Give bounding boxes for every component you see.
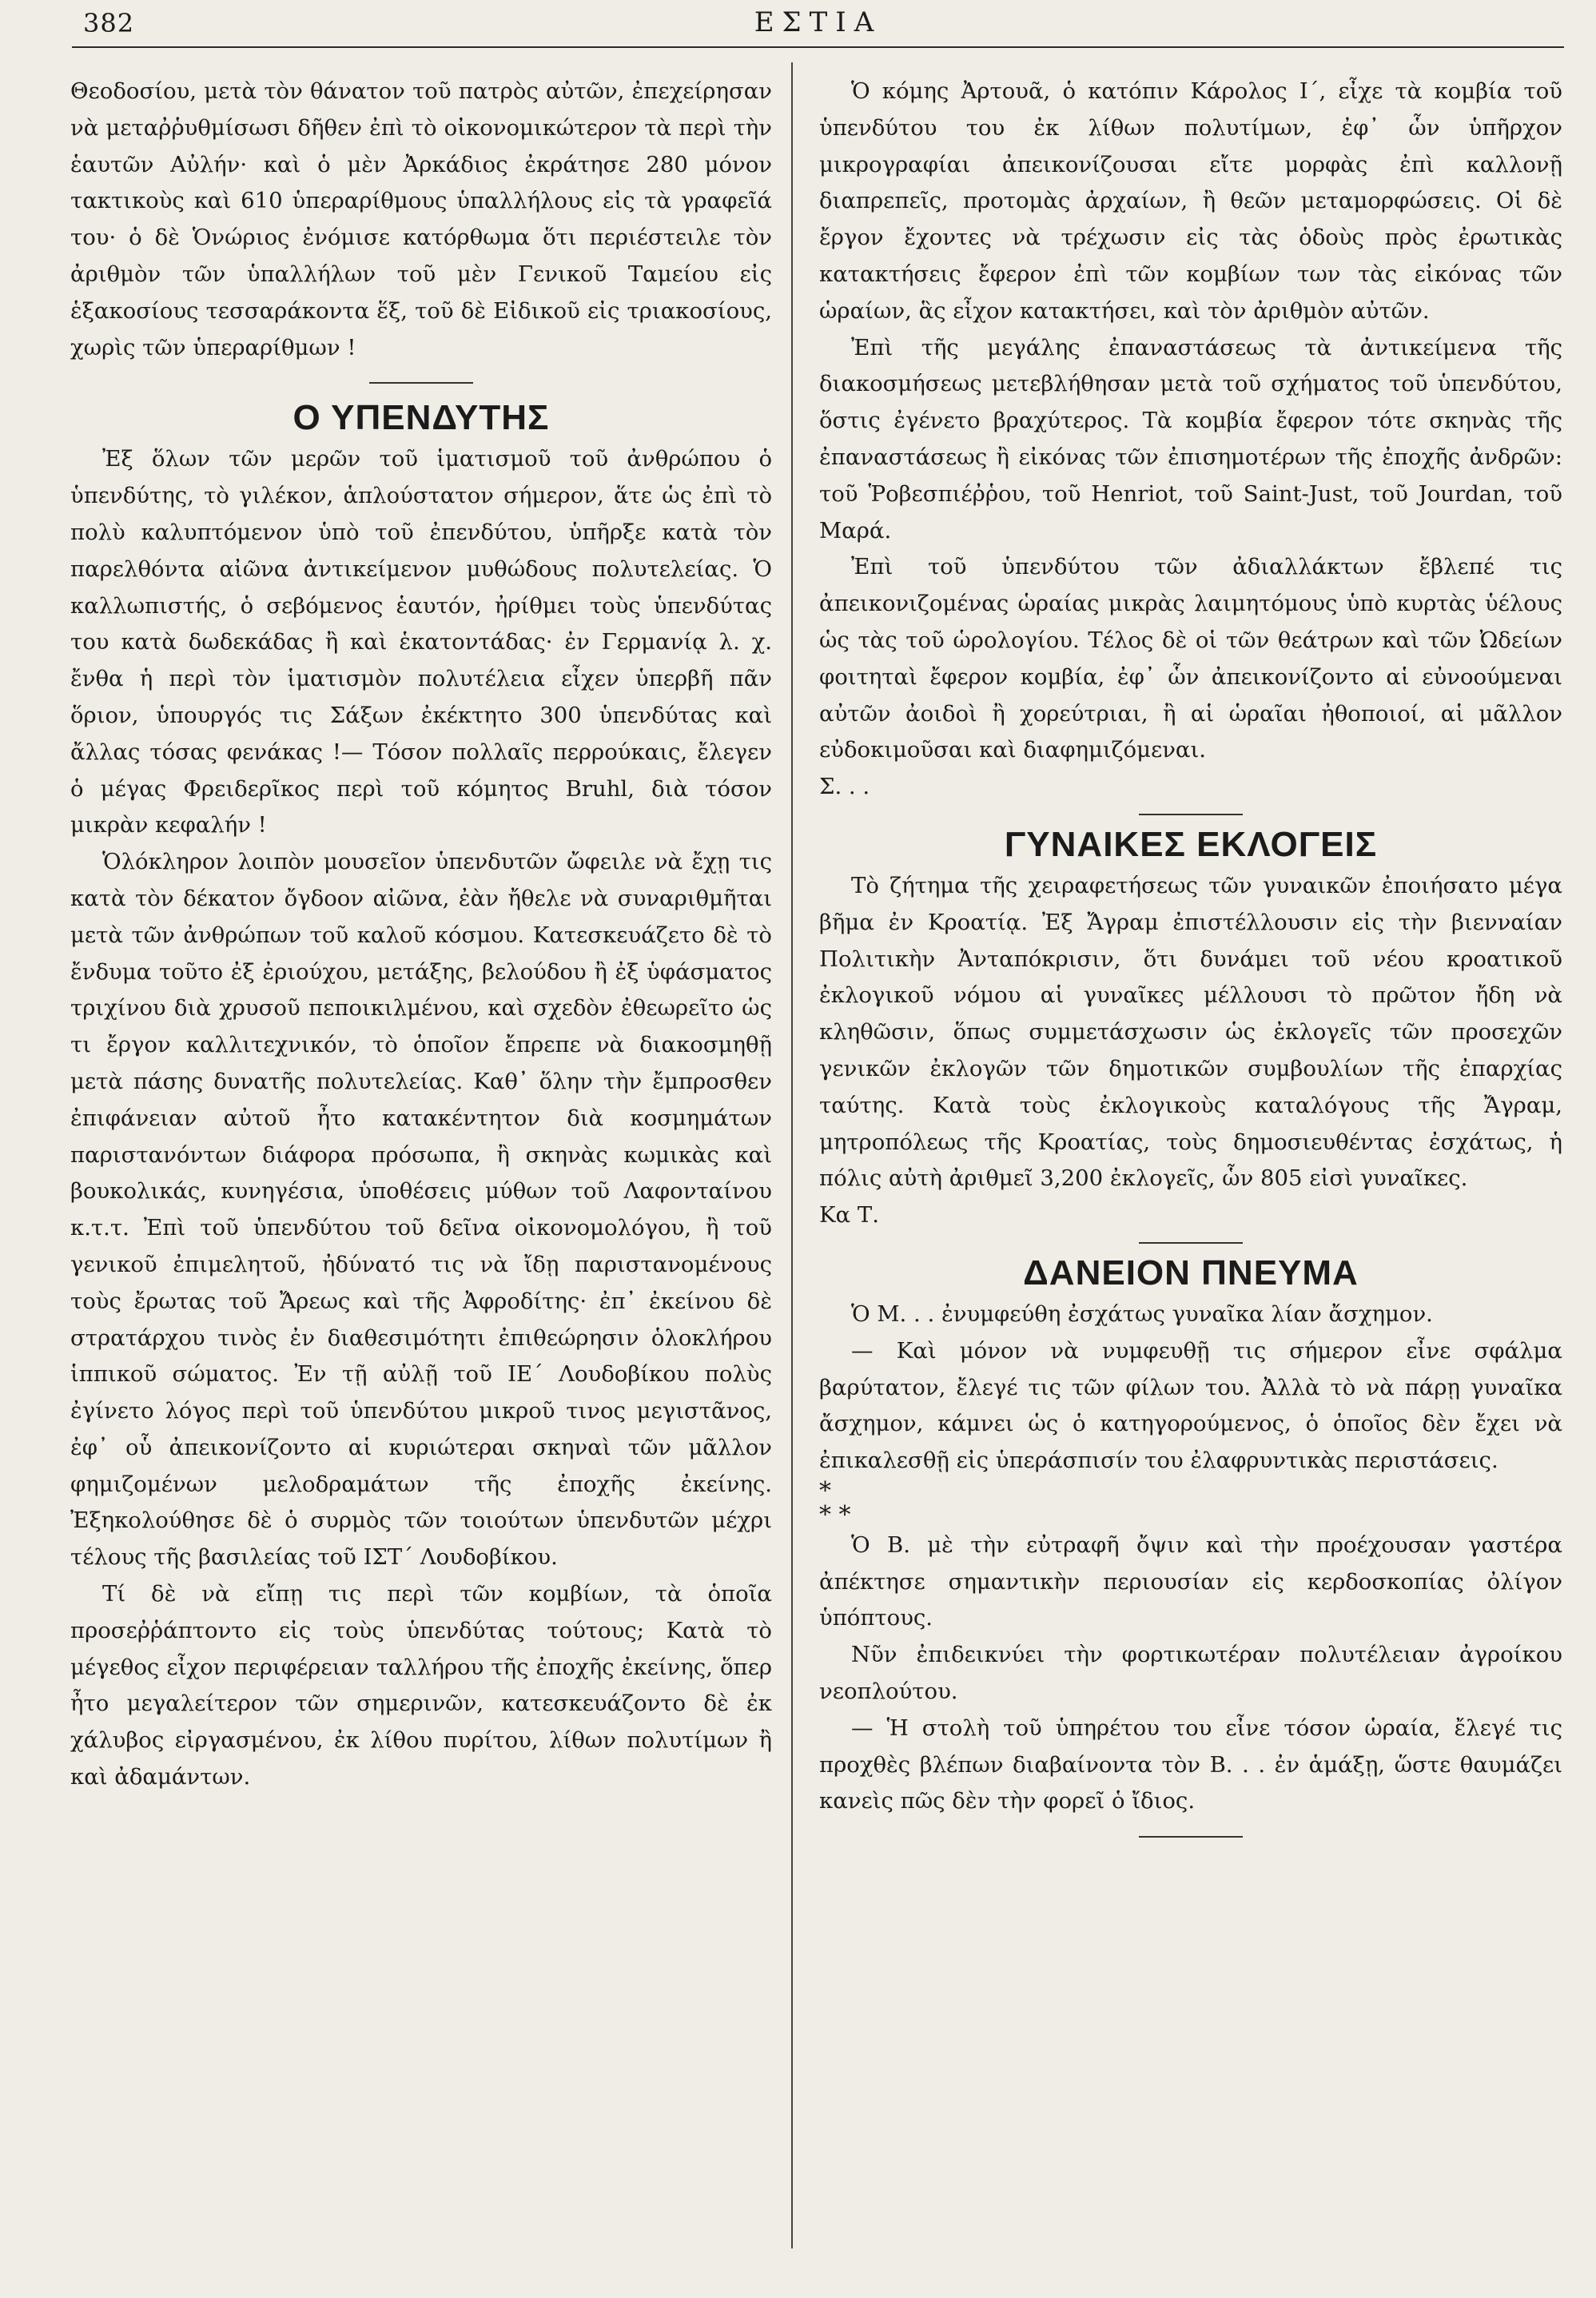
asterism-top: * [819,1476,831,1505]
left-column [70,74,772,1796]
anecdote-paragraph: Ὁ Μ. . . ἐνυμφεύθη ἐσχάτως γυναῖκα λίαν ἄσχημον. [851,1300,1433,1327]
end-rule [1139,1836,1243,1838]
right-column [819,74,1562,1849]
article-paragraph: Τί δὲ νὰ εἴπῃ τις περὶ τῶν κομβίων, τὰ ὁποῖα προσεῤῥάπτοντο εἰς τοὺς ὑπενδύτας τούτους; Κατὰ τὸ μέγεθος εἶχον περιφέρειαν ταλλήρου τῆς ἐποχῆς ἐκείνης, ὅπερ ἦτο μεγαλείτερον τῶν σημερινῶν, κατεσκευάζοντο δὲ ἐκ χάλυβος εἰργασμένου, ἐκ λίθου πυρίτου, λίθων πολυτίμων ἢ καὶ ἀδαμάντων. [70,1581,772,1790]
section-divider [1139,1242,1243,1244]
anecdote-paragraph: Ὁ Β. μὲ τὴν εὐτραφῆ ὄψιν καὶ τὴν προέχουσαν γαστέρα ἀπέκτησε σημαντικὴν περιουσίαν εἰς κερδοσκοπίας ὀλίγον ὑπόπτους. [819,1531,1562,1631]
section-divider [1139,814,1243,815]
author-signature: Σ. . . [819,774,870,800]
anecdote-paragraph: — Ἡ στολὴ τοῦ ὑπηρέτου του εἶνε τόσον ὡραία, ἔλεγέ τις προχθὲς βλέπων διαβαίνοντα τὸν Β. . . ἐν ἁμάξῃ, ὥστε θαυμάζει κανεὶς πῶς δὲν τὴν φορεῖ ὁ ἴδιος. [819,1715,1562,1814]
page-number: 382 [83,8,135,38]
intro-paragraph: Θεοδοσίου, μετὰ τὸν θάνατον τοῦ πατρὸς αὐτῶν, ἐπεχείρησαν νὰ μεταῤῥυθμίσωσι δῆθεν ἐπὶ τὸ οἰκονομικώτερον τὰ περὶ τὴν ἑαυτῶν Αὐλήν· καὶ ὁ μὲν Ἀρκάδιος ἐκράτησε 280 μόνον τακτικοὺς καὶ 610 ὑπεραρίθμους ὑπαλλήλους εἰς τὰ γραφεῖά του· ὁ δὲ Ὁνώριος ἐνόμισε κατόρθωμα ὅτι περιέστειλε τὸν ἀριθμὸν τῶν ὑπαλλήλων τοῦ μὲν Γενικοῦ Ταμείου εἰς ἑξακοσίους τεσσαράκοντα ἕξ, τοῦ δὲ Εἰδικοῦ εἰς τριακοσίους, χωρὶς τῶν ὑπεραρίθμων ! [70,78,772,360]
header-rule [72,46,1564,48]
column-divider [791,62,793,2248]
anecdote-paragraph: Νῦν ἐπιδεικνύει τὴν φορτικωτέραν πολυτέλειαν ἀγροίκου νεοπλούτου. [819,1642,1562,1705]
section-title-borrowed-wit: ΔΑΝΕΙΟΝ ΠΝΕΥΜΑ [1023,1253,1359,1292]
article-paragraph: Ἐξ ὅλων τῶν μερῶν τοῦ ἱματισμοῦ τοῦ ἀνθρώπου ὁ ὑπενδύτης, τὸ γιλέκον, ἁπλούστατον σήμερον, ἅτε ὡς ἐπὶ τὸ πολὺ καλυπτόμενον ὑπὸ τοῦ ἐπενδύτου, ὑπῆρξε κατὰ τὸν παρελθόντα αἰῶνα ἀντικείμενον μυθώδους πολυτελείας. Ὁ καλλωπιστής, ὁ σεβόμενος ἑαυτόν, ἠρίθμει τοὺς ὑπενδύτας του κατὰ δωδεκάδας ἢ καὶ ἑκατοντάδας· ἐν Γερμανίᾳ λ. χ. ἔνθα ἡ περὶ τὸν ἱματισμὸν πολυτέλεια εἶχεν ὑπερβῆ πᾶν ὅριον, ὑπουργός τις Σάξων ἐκέκτητο 300 ὑπενδύτας καὶ ἄλλας τόσας φενάκας !— Τόσον πολλαῖς περρούκαις, ἔλεγεν ὁ μέγας Φρειδερῖκος περὶ τοῦ κόμητος Bruhl, διὰ τόσον μικρὰν κεφαλήν ! [70,446,772,838]
page-header [72,0,1564,53]
author-signature: Κα Τ. [819,1202,879,1229]
article-paragraph: Ἐπὶ τοῦ ὑπενδύτου τῶν ἀδιαλλάκτων ἔβλεπέ τις ἀπεικονιζομένας ὡραίας μικρὰς λαιμητόμους ὑπὸ κυρτὰς ὑέλους ὡς τὰς τοῦ ὡρολογίου. Τέλος δὲ οἱ τῶν θεάτρων καὶ τῶν Ὠδείων φοιτηταὶ ἔφερον κομβία, ἐφ᾿ ὧν ἀπεικονίζοντο αἱ εὐνοούμεναι αὐτῶν ἀοιδοὶ ἢ χορεύτριαι, ἢ αἱ ὡραῖαι ἠθοποιοί, αἱ μᾶλλον εὐδοκιμοῦσαι καὶ διαφημιζόμεναι. [819,554,1562,763]
article-paragraph: Ὁ κόμης Ἀρτουᾶ, ὁ κατόπιν Κάρολος Ι΄, εἶχε τὰ κομβία τοῦ ὑπενδύτου του ἐκ λίθων πολυτίμων, ἐφ᾿ ὧν ὑπῆρχον μικρογραφίαι ἀπεικονίζουσαι εἴτε μορφὰς ἐπὶ καλλονῇ διαπρεπεῖς, προτομὰς ἀρχαίων, ἢ θεῶν μεταμορφώσεις. Οἱ δὲ ἔργον ἔχοντες νὰ τρέχωσιν εἰς τὰς ὁδοὺς πρὸς ἐρωτικὰς κατακτήσεις ἔφερον ἐπὶ τῶν κομβίων των τὰς εἰκόνας τῶν ὡραίων, ἃς εἶχον κατακτήσει, καὶ τὸν ἀριθμὸν αὐτῶν. [819,78,1562,324]
asterism-bottom: * * [819,1500,851,1529]
section-title-ypendytis: Ο ΥΠΕΝΔΥΤΗΣ [293,398,550,438]
article-paragraph: Ὁλόκληρον λοιπὸν μουσεῖον ὑπενδυτῶν ὤφειλε νὰ ἔχῃ τις κατὰ τὸν δέκατον ὄγδοον αἰῶνα, ἐὰν ἤθελε νὰ συναριθμῆται μετὰ τῶν ἀνθρώπων τοῦ καλοῦ κόσμου. Κατεσκευάζετο δὲ τὸ ἔνδυμα τοῦτο ἐξ ἐριούχου, μετάξης, βελούδου ἢ ἐξ ὑφάσματος τριχίνου διὰ χρυσοῦ πεποικιλμένου, καὶ σχεδὸν ἐθεωρεῖτο ὡς τι ἔργον καλλιτεχνικόν, τὸ ὁποῖον ἔπρεπε νὰ διακοσμηθῇ μετὰ πάσης δυνατῆς πολυτελείας. Καθ᾿ ὅλην τὴν ἔμπροσθεν ἐπιφάνειαν αὐτοῦ ἦτο κατακέντητον διὰ κοσμημάτων παριστανόντων διάφορα πρόσωπα, ἢ σκηνὰς κωμικὰς καὶ βουκολικάς, κυνηγέσια, ὑποθέσεις μύθων τοῦ Λαφονταίνου κ.τ.τ. Ἐπὶ τοῦ ὑπενδύτου τοῦ δεῖνα οἰκονομολόγου, ἢ τοῦ γενικοῦ ἐπιμελητοῦ, ἠδύνατό τις νὰ ἴδῃ παριστανομένους τοὺς ἔρωτας τοῦ Ἄρεως καὶ τῆς Ἀφροδίτης· ἐπ᾿ ἐκείνου δὲ στρατάρχου τινὸς ἐν διαθεσιμότητι ἐπιθεώρησιν ὁλοκλήρου ἱππικοῦ σώματος. Ἐν τῇ αὐλῇ τοῦ ΙΕ΄ Λουδοβίκου πολὺς ἐγίνετο λόγος περὶ τοῦ ὑπενδύτου μικροῦ τινος μεγιστᾶνος, ἐφ᾿ οὗ ἀπεικονίζοντο αἱ κυριώτεραι σκηναὶ τῶν μᾶλλον φημιζομένων μελοδραμάτων τῆς ἐποχῆς ἐκείνης. Ἐξηκολούθησε δὲ ὁ συρμὸς τῶν τοιούτων ὑπενδυτῶν μέχρι τέλους τῆς βασιλείας τοῦ ΙΣΤ΄ Λουδοβίκου. [70,849,772,1571]
article-paragraph: Τὸ ζήτημα τῆς χειραφετήσεως τῶν γυναικῶν ἐποιήσατο μέγα βῆμα ἐν Κροατίᾳ. Ἐξ Ἄγραμ ἐπιστέλλουσιν εἰς τὴν βιενναίαν Πολιτικὴν Ἀνταπόκρισιν, ὅτι δυνάμει τοῦ νέου κροατικοῦ ἐκλογικοῦ νόμου αἱ γυναῖκες μέλλουσι τὸ πρῶτον ἤδη νὰ κληθῶσιν, ὅπως συμμετάσχωσιν ὡς ἐκλογεῖς τῶν προσεχῶν γενικῶν ἐκλογῶν τῶν δημοτικῶν συμβουλίων τῆς ἐπαρχίας ταύτης. Κατὰ τοὺς ἐκλογικοὺς καταλόγους τῆς Ἄγραμ, μητροπόλεως τῆς Κροατίας, τοὺς δημοσιευθέντας ἐσχάτως, ἡ πόλις αὐτὴ ἀριθμεῖ 3,200 ἐκλογεῖς, ὧν 805 εἰσὶ γυναῖκες. [819,872,1562,1192]
section-title-women-voters: ΓΥΝΑΙΚΕΣ ΕΚΛΟΓΕΙΣ [1004,824,1378,864]
section-divider [369,382,473,384]
anecdote-paragraph: — Καὶ μόνον νὰ νυμφευθῇ τις σήμερον εἶνε σφάλμα βαρύτατον, ἔλεγέ τις τῶν φίλων του. Ἀλλὰ τὸ νὰ πάρῃ γυναῖκα ἄσχημον, κάμνει ὡς ὁ κατηγορούμενος, ὁ ὁποῖος δὲν ἔχει νὰ ἐπικαλεσθῇ εἰς ὑπεράσπισίν του ἐλαφρυντικὰς περιστάσεις. [819,1337,1562,1474]
journal-title: ΕΣΤΙΑ [754,6,882,38]
article-paragraph: Ἐπὶ τῆς μεγάλης ἐπαναστάσεως τὰ ἀντικείμενα τῆς διακοσμήσεως μετεβλήθησαν μετὰ τοῦ σχήματος τοῦ ὑπενδύτου, ὅστις ἐγένετο βραχύτερος. Τὰ κομβία ἔφερον τότε σκηνὰς τῆς ἐπαναστάσεως ἢ εἰκόνας τῶν ἐπισημοτέρων τῆς ἐποχῆς ἀνδρῶν: τοῦ Ῥοβεσπιέῤῥου, τοῦ Henriot, τοῦ Saint-Just, τοῦ Jourdan, τοῦ Μαρά. [819,334,1562,544]
